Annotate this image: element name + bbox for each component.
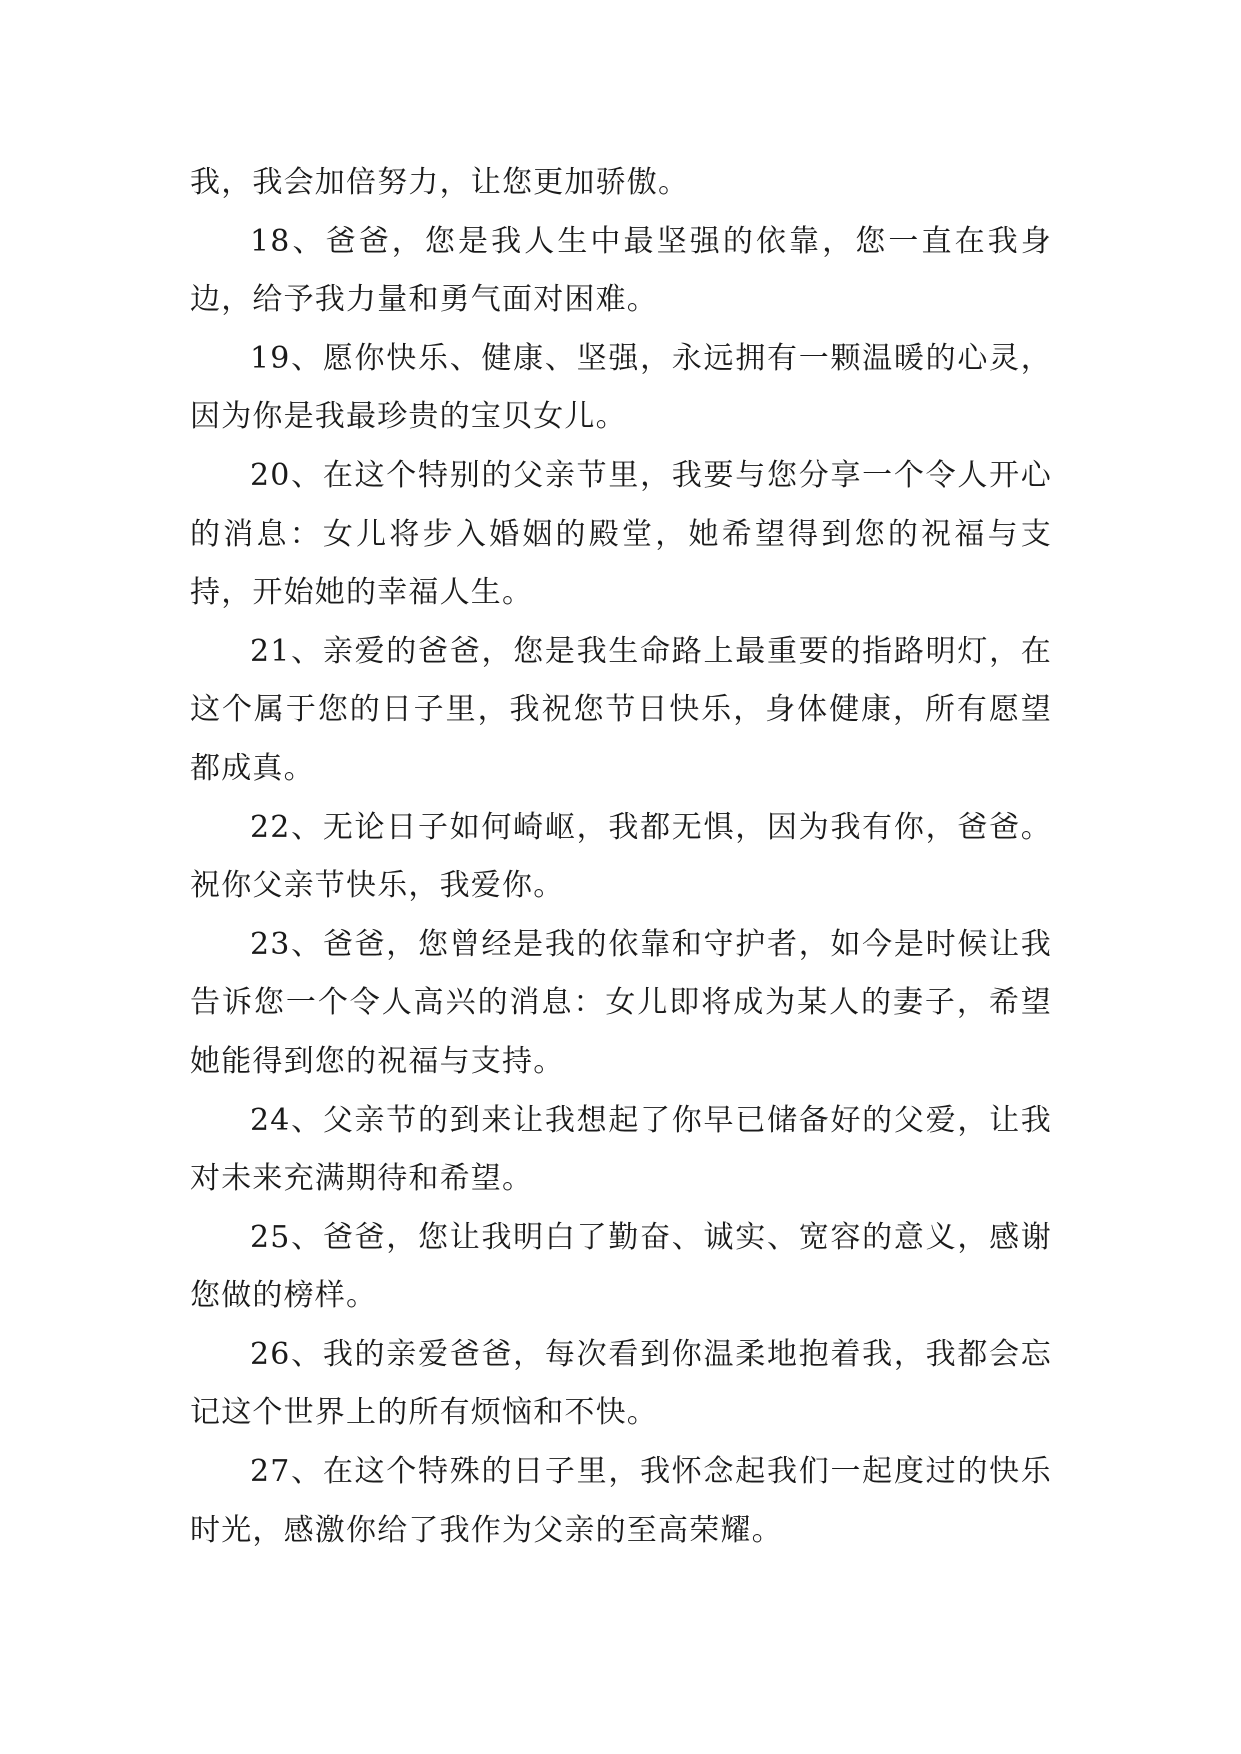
paragraph-19: 19、愿你快乐、健康、坚强，永远拥有一颗温暖的心灵，因为你是我最珍贵的宝贝女儿。 [190, 340, 1052, 435]
paragraph-26: 26、我的亲爱爸爸，每次看到你温柔地抱着我，我都会忘记这个世界上的所有烦恼和不快。 [190, 1336, 1052, 1431]
paragraph-20: 20、在这个特别的父亲节里，我要与您分享一个令人开心的消息：女儿将步入婚姻的殿堂，她希望得到您的祝福与支持，开始她的幸福人生。 [190, 457, 1052, 611]
paragraph-18: 18、爸爸，您是我人生中最坚强的依靠，您一直在我身边，给予我力量和勇气面对困难。 [190, 223, 1052, 318]
paragraph-24: 24、父亲节的到来让我想起了你早已储备好的父爱，让我对未来充满期待和希望。 [190, 1102, 1052, 1197]
document-body [190, 154, 1052, 1560]
paragraph-22: 22、无论日子如何崎岖，我都无惧，因为我有你，爸爸。祝你父亲节快乐，我爱你。 [190, 809, 1052, 904]
paragraph-continuation: 我，我会加倍努力，让您更加骄傲。 [190, 165, 690, 200]
paragraph-23: 23、爸爸，您曾经是我的依靠和守护者，如今是时候让我告诉您一个令人高兴的消息：女儿即将成为某人的妻子，希望她能得到您的祝福与支持。 [190, 926, 1052, 1079]
paragraph-25: 25、爸爸，您让我明白了勤奋、诚实、宽容的意义，感谢您做的榜样。 [190, 1219, 1052, 1314]
paragraph-21: 21、亲爱的爸爸，您是我生命路上最重要的指路明灯，在这个属于您的日子里，我祝您节日快乐，身体健康，所有愿望都成真。 [190, 633, 1052, 786]
paragraph-27: 27、在这个特殊的日子里，我怀念起我们一起度过的快乐时光，感激你给了我作为父亲的至高荣耀。 [190, 1454, 1052, 1548]
